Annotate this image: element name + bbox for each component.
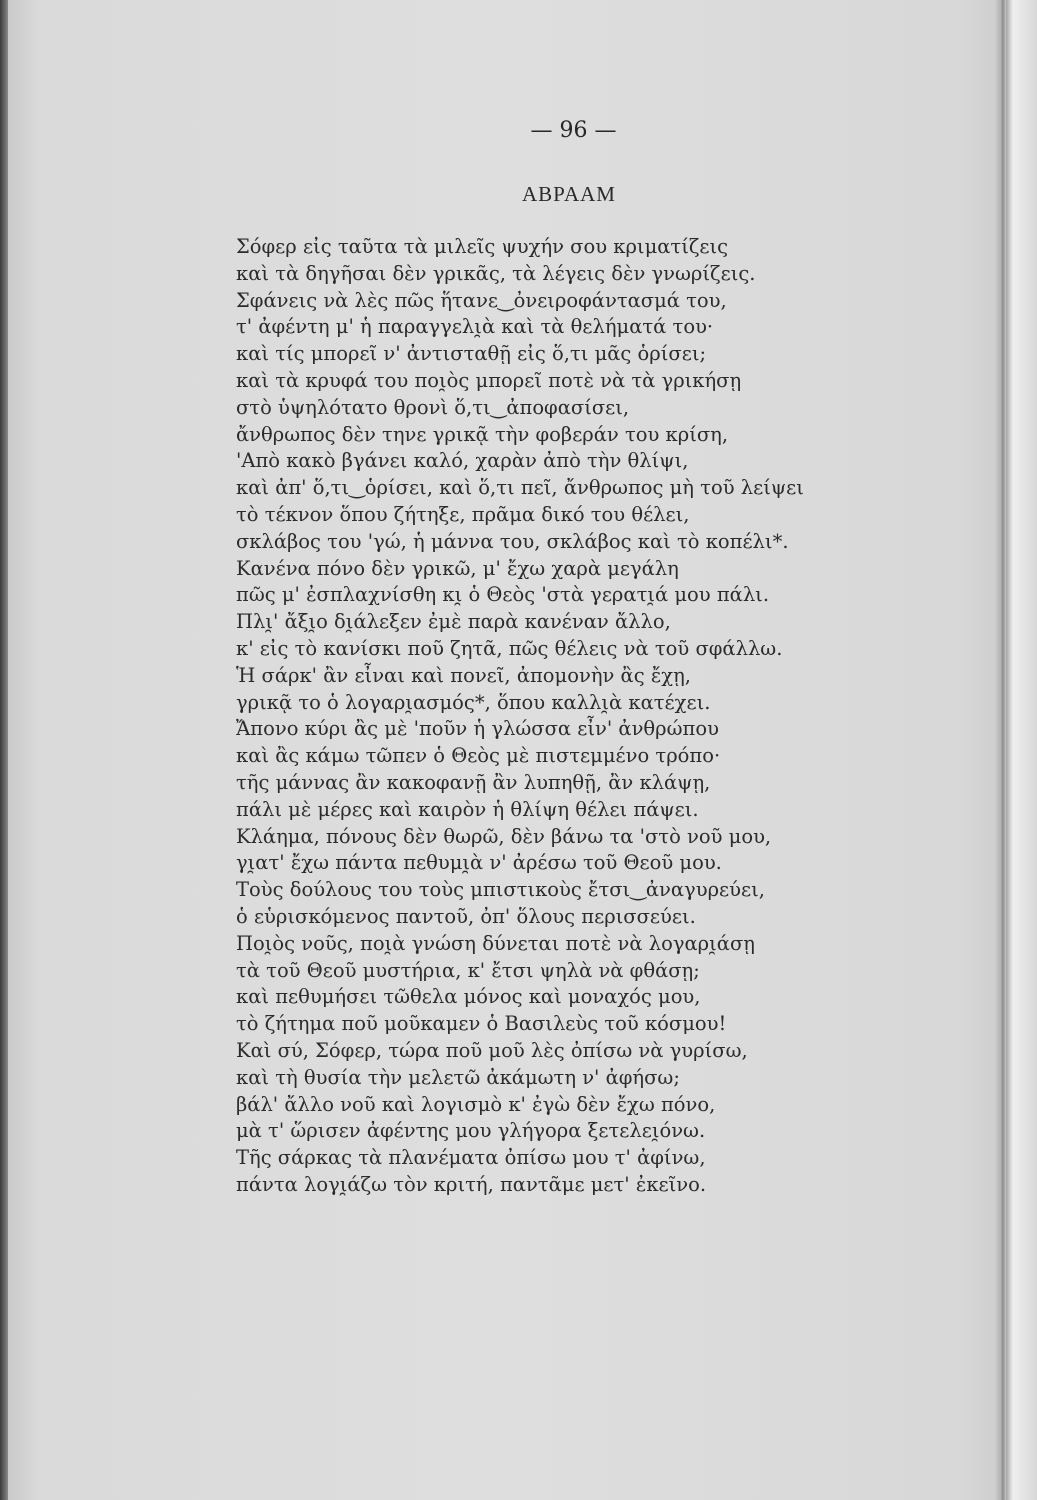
poem-line: 'Απὸ κακὸ βγάνει καλό, χαρὰν ἀπὸ τὴν θλίψι, [236, 449, 689, 473]
poem-line: τ' ἀφέντη μ' ἡ παραγγελι̯ὰ καὶ τὰ θελήματά του· [236, 315, 714, 339]
poem-line: Τοὺς δούλους του τοὺς μπιστικοὺς ἔτσι‿ἀναγυρεύει, [236, 878, 765, 902]
page-left-edge-shadow [0, 0, 8, 1500]
poem-line: Κανένα πόνο δὲν γρικῶ, μ' ἔχω χαρὰ μεγάλη [236, 556, 679, 580]
poem-line: τῆς μάννας ἂν κακοφανῇ ἂν λυπηθῇ, ἂν κλάψῃ, [236, 770, 711, 794]
poem-line: γι̯ατ' ἔχω πάντα πεθυμι̯ὰ ν' ἀρέσω τοῦ Θεοῦ μου. [236, 851, 722, 875]
page-number: — 96 — [530, 118, 617, 143]
poem-line: πάλι μὲ μέρες καὶ καιρὸν ἡ θλίψη θέλει πάψει. [236, 797, 699, 821]
poem-line: στὸ ὑψηλότατο θρονὶ ὅ,τι‿ἀποφασίσει, [236, 395, 630, 419]
poem-line: ὁ εὑρισκόμενος παντοῦ, ὀπ' ὅλους περισσεύει. [236, 904, 696, 928]
poem-text [236, 234, 856, 1199]
poem-line: Κλάημα, πόνους δὲν θωρῶ, δὲν βάνω τα 'στὸ νοῦ μου, [236, 824, 772, 848]
poem-line: καὶ τὰ κρυφά του ποι̯ὸς μπορεῖ ποτὲ νὰ τὰ γρικήσῃ [236, 368, 742, 392]
poem-line: γρικᾷ το ὁ λογαρι̯ασμός*, ὅπου καλλι̯ὰ κατέχει. [236, 690, 711, 714]
page-fold [1000, 0, 1006, 1500]
poem-line: Τῆς σάρκας τὰ πλανέματα ὀπίσω μου τ' ἀφίνω, [236, 1146, 706, 1170]
poem-line: βάλ' ἄλλο νοῦ καὶ λογισμὸ κ' ἐγὼ δὲν ἔχω πόνο, [236, 1092, 716, 1116]
poem-line: Σόφερ εἰς ταῦτα τὰ μιλεῖς ψυχήν σου κριματίζεις [236, 235, 729, 258]
poem-line: Ποι̯ὸς νοῦς, ποι̯ὰ γνώση δύνεται ποτὲ νὰ λογαρι̯άσῃ [236, 931, 755, 955]
poem-line: καὶ τὰ δηγῆσαι δὲν γρικᾶς, τὰ λέγεις δὲν γνωρίζεις. [236, 261, 756, 285]
poem-line: καὶ ἀπ' ὅ,τι‿ὁρίσει, καὶ ὅ,τι πεῖ, ἄνθρωπος μὴ τοῦ λείψει [236, 476, 804, 500]
poem-line: κ' εἰς τὸ κανίσκι ποῦ ζητᾶ, πῶς θέλεις νὰ τοῦ σφάλλω. [236, 636, 783, 660]
poem-line: Καὶ σύ, Σόφερ, τώρα ποῦ μοῦ λὲς ὀπίσω νὰ γυρίσω, [236, 1038, 748, 1062]
poem-line: καὶ τὴ θυσία τὴν μελετῶ ἀκάμωτη ν' ἀφήσω; [236, 1065, 680, 1089]
poem-line: μὰ τ' ὥρισεν ἀφέντης μου γλήγορα ξετελει̯όνω. [236, 1119, 706, 1143]
poem-line: Πλι̯' ἄξι̯ο δι̯άλεξεν ἐμὲ παρὰ κανέναν ἄλλο, [236, 610, 671, 634]
poem-line: καὶ ἂς κάμω τῶπεν ὁ Θεὸς μὲ πιστεμμένο τρόπο· [236, 744, 721, 768]
poem-line: Σφάνεις νὰ λὲς πῶς ἥτανε‿ὀνειροφάντασμά του, [236, 288, 727, 312]
poem-line: καὶ πεθυμήσει τῶθελα μόνος καὶ μοναχός μου, [236, 985, 701, 1009]
poem-line: Ἄπονο κύρι ἂς μὲ 'ποῦν ἡ γλώσσα εἶν' ἀνθρώπου [236, 717, 719, 741]
poem-line: ἄνθρωπος δὲν τηνε γρικᾷ τὴν φοβεράν του κρίση, [236, 422, 729, 446]
facing-page-bleed-through [870, 170, 1020, 1280]
poem-line: Ἡ σάρκ' ἂν εἶναι καὶ πονεῖ, ἀπομονὴν ἂς ἔχῃ, [236, 663, 692, 687]
poem-line: σκλάβος του 'γώ, ἡ μάννα του, σκλάβος καὶ τὸ κοπέλι*. [236, 529, 789, 553]
poem-line: τὸ ζήτημα ποῦ μοῦκαμεν ὁ Βασιλεὺς τοῦ κόσμου! [236, 1012, 727, 1036]
section-heading: ΑΒΡΑΑΜ [522, 182, 616, 206]
poem-line: πάντα λογι̯άζω τὸν κριτή, παντᾶμε μετ' ἐκεῖνο. [236, 1172, 707, 1196]
poem-line: πῶς μ' ἐσπλαχνίσθη κι̯ ὁ Θεὸς 'στὰ γερατι̯ά μου πάλι. [236, 583, 770, 607]
poem-line: τὸ τέκνον ὅπου ζήτηξε, πρᾶμα δικό του θέλει, [236, 502, 690, 526]
poem-line: τὰ τοῦ Θεοῦ μυστήρια, κ' ἔτσι ψηλὰ νὰ φθάσῃ; [236, 958, 700, 982]
poem-line: καὶ τίς μπορεῖ ν' ἀντισταθῇ εἰς ὅ,τι μᾶς ὁρίσει; [236, 342, 707, 366]
